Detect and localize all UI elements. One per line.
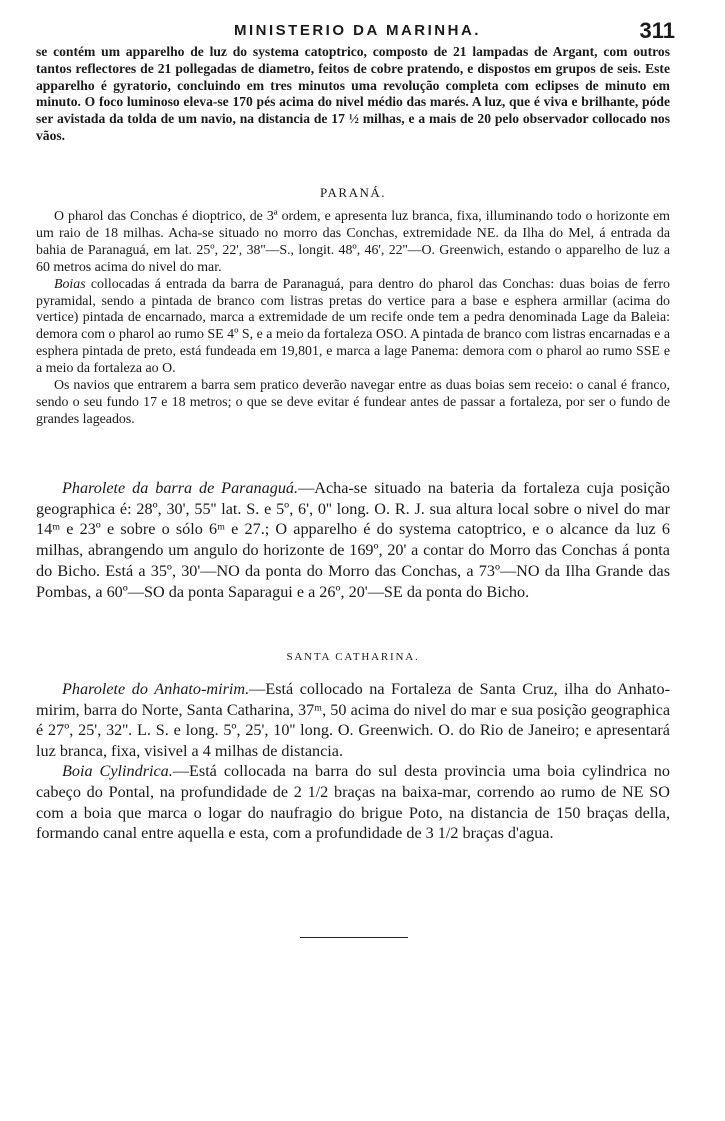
santa-catharina-paragraph-1-lead: Pharolete do Anhato-mirim. — [62, 680, 250, 698]
santa-catharina-paragraph-2-lead: Boia Cylindrica. — [62, 762, 173, 781]
parana-section-body — [36, 209, 670, 429]
santa-catharina-paragraph-1 — [36, 679, 670, 761]
intro-paragraph: se contém um apparelho de luz do systema catoptrico, composto de 21 lampadas de Argant, com outros tantos reflectores de 21 pollegadas de diametro, feitos de cobre pratendo, e dispostos em grupos de seis. Este apparelho é gyratorio, concluindo em tres minutos uma revolução completa com eclipses de minuto em minuto. O foco luminoso eleva-se 170 pés acima do nivel médio das marés. A luz, que é viva e brilhante, póde ser avistada da tolda de um navio, na distancia de 17 ½ milhas, e a mais de 20 pelo observador collocado nos vãos. — [36, 44, 670, 143]
end-rule — [300, 937, 408, 938]
section-heading-parana: PARANÁ. — [319, 185, 386, 200]
parana-paragraph-4-text: —Acha-se situado na bateria da fortaleza cuja posição geographica é: 28º, 30', 55'' lat. S. e 5º, 6', 0'' long. O. R. J. sua altura local sobre o nivel do mar 14ᵐ e 23º e sobre o sólo 6ᵐ e 27.; O apparelho é do systema catoptrico, e o alcance da luz 6 milhas, abrangendo um angulo do horizonte de 169º, 20' a contar do Morro das Conchas á ponta do Bicho. Está a 35º, 30'—NO da ponta do Morro das Conchas, a 73º—NO da Ilha Grande das Pombas, a 60º—SO da ponta Saparagui e a 26º, 20'—SE da ponta do Bicho. — [36, 479, 670, 601]
intro-paragraph-block — [36, 44, 670, 145]
running-head — [40, 18, 675, 44]
santa-catharina-paragraph-2-text: —Está collocada na barra do sul desta provincia uma boia cylindrica no cabeço do Pontal, na profundidade de 2 1/2 braças na baixa-mar, correndo ao rumo de NE SO com a boia que marca o logar do naufragio do brigue Poto, na distancia de 150 braças della, formando canal entre aquella e esta, com a profundidade de 3 1/2 braças d'agua. — [36, 762, 670, 843]
parana-paragraph-4-lead: Pharolete da barra de Paranaguá. — [62, 479, 299, 497]
parana-paragraph-1: O pharol das Conchas é dioptrico, de 3ª ordem, e apresenta luz branca, fixa, illuminando todo o horizonte em um raio de 18 milhas. Acha-se situado no morro das Conchas, extremidade NE. da Ilha do Mel, á entrada da bahia de Paranaguá, em lat. 25º, 22', 38''—S., longit. 48º, 46', 22''—O. Greenwich, estando o apparelho de luz a 60 metros acima do nivel do mar. — [36, 209, 670, 275]
parana-paragraph-2-lead: Boias — [54, 276, 86, 292]
santa-catharina-paragraph-1-text: —Está collocado na Fortaleza de Santa Cruz, ilha do Anhato-mirim, barra do Norte, Santa Catharina, 37ᵐ, 50 acima do nivel do mar e sua posição geographica é 27º, 25', 32''. L. S. e long. 5º, 25', 10'' long. O. Greenwich. O. do Rio de Janeiro; e apresentará luz branca, fixa, visivel a 4 milhas de distancia. — [36, 680, 670, 760]
parana-paragraph-2 — [36, 277, 670, 378]
parana-paragraph-2-text: collocadas á entrada da barra de Paranaguá, para dentro do pharol das Conchas: duas boias de ferro pyramidal, sendo a pintada de branco com listras pretas do vertice para a base e esphera armillar (acima do vertice) pintada de encarnado, marca a extremidade de um recife onde tem a pedra denominada Lage da Baleia: demora com o pharol ao rumo SE 4º S, e a meio da fortaleza OSO. A pintada de branco com listras encarnadas e a esphera pintada de preto, está fundeada em 19,801, e marca a lage Panema: demora com o pharol ao rumo SSE e a meio da fortaleza ao O. — [36, 276, 670, 377]
santa-catharina-section-body — [36, 679, 670, 844]
running-title: MINISTERIO DA MARINHA. — [234, 22, 481, 39]
section-heading-santa-catharina: SANTA CATHARINA. — [286, 651, 420, 663]
parana-pharolete-block — [36, 478, 670, 602]
page-number: 311 — [639, 18, 675, 43]
santa-catharina-paragraph-2 — [36, 761, 670, 843]
parana-paragraph-3: Os navios que entrarem a barra sem pratico deverão navegar entre as duas boias sem receio: o canal é franco, sendo o seu fundo 17 e 18 metros; o que se deve evitar é fundear antes de passar a fortaleza, por ser o fundo de grandes lageados. — [36, 378, 670, 427]
parana-paragraph-4 — [36, 478, 670, 602]
